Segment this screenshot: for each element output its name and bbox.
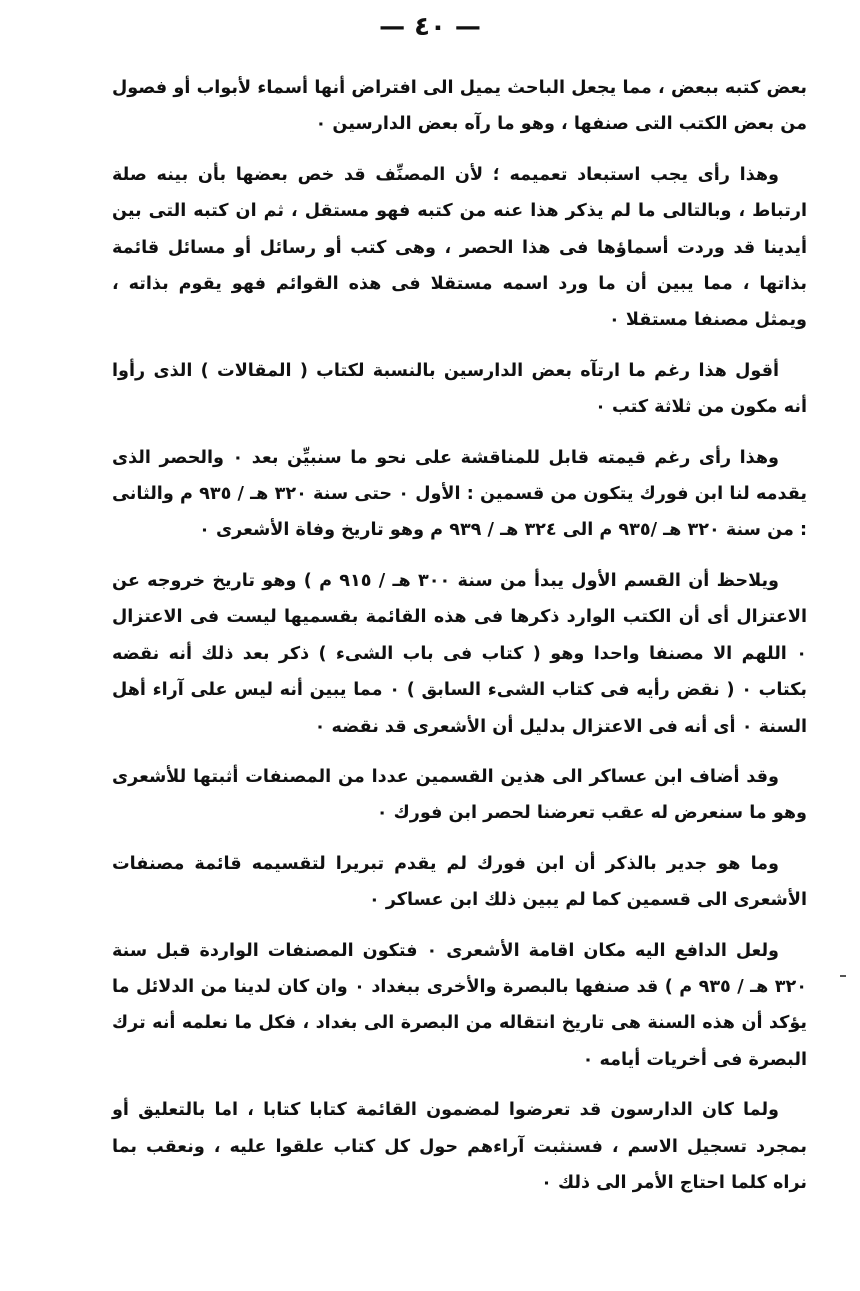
paragraph-6: وقد أضاف ابن عساكر الى هذين القسمين عددا من المصنفات أثبتها للأشعرى وهو ما سنعرض له عقب تعرضنا لحصر ابن فورك ٠: [112, 766, 807, 824]
paragraph-7: وما هو جدير بالذكر أن ابن فورك لم يقدم تبريرا لتقسيمه قائمة مصنفات الأشعرى الى قسمين كما لم يبين ذلك ابن عساكر ٠: [112, 853, 807, 911]
paragraph-3: أقول هذا رغم ما ارتآه بعض الدارسين بالنسبة لكتاب ( المقالات ) الذى رأوا أنه مكون من ثلاثة كتب ٠: [112, 360, 807, 418]
paragraph-4: وهذا رأى رغم قيمته قابل للمناقشة على نحو ما سنبيِّن بعد ٠ والحصر الذى يقدمه لنا ابن فورك يتكون من قسمين : الأول ٠ حتى سنة ٣٢٠ هـ / ٩٣٥ م والثانى : من سنة ٣٢٠ هـ /٩٣٥ م الى ٣٢٤ هـ / ٩٣٩ م وهو تاريخ وفاة الأشعرى ٠: [112, 447, 807, 541]
page-number: — ٤٠ —: [379, 12, 481, 42]
scan-mark: [840, 975, 846, 977]
paragraph-5: ويلاحظ أن القسم الأول يبدأ من سنة ٣٠٠ هـ / ٩١٥ م ) وهو تاريخ خروجه عن الاعتزال أى أن الكتب الوارد ذكرها فى هذه القائمة بقسميها ليست فى الاعتزال ٠ اللهم الا مصنفا واحدا وهو ( كتاب فى باب الشىء ) ذكر بعد ذلك أنه نقضه بكتاب ٠ ( نقض رأيه فى كتاب الشىء السابق ) ٠ مما يبين أنه ليس على آراء أهل السنة ٠ أى أنه فى الاعتزال بدليل أن الأشعرى قد نقضه ٠: [112, 570, 807, 737]
paragraph-1: بعض كتبه ببعض ، مما يجعل الباحث يميل الى افتراض أنها أسماء لأبواب أو فصول من بعض الكتب التى صنفها ، وهو ما رآه بعض الدارسين ٠: [112, 78, 807, 135]
paragraph-2: وهذا رأى يجب استبعاد تعميمه ؛ لأن المصنِّف قد خص بعضها بأن بينه صلة ارتباط ، وبالتالى ما لم يذكر هذا عنه من كتبه فهو مستقل ، ثم ان كتبه التى بين أيدينا قد وردت أسماؤها فى هذا الحصر ، وهى كتب أو رسائل أو مسائل قائمة بذاتها ، مما يبين أن ما ورد اسمه مستقلا فى هذه القوائم فهو يقوم بذاته ، ويمثل مصنفا مستقلا ٠: [112, 164, 807, 331]
paragraph-8: ولعل الدافع اليه مكان اقامة الأشعرى ٠ فتكون المصنفات الواردة قبل سنة ٣٢٠ هـ / ٩٣٥ م ) قد صنفها بالبصرة والأخرى ببغداد ٠ وان كان لدينا من الدلائل ما يؤكد أن هذه السنة هى تاريخ انتقاله من البصرة الى بغداد ، فكل ما نعلمه أنه ترك البصرة فى أخريات أيامه ٠: [112, 940, 807, 1070]
paragraph-9: ولما كان الدارسون قد تعرضوا لمضمون القائمة كتابا كتابا ، اما بالتعليق أو بمجرد تسجيل الاسم ، فسنثبت آراءهم حول كل كتاب علقوا عليه ، ونعقب بما نراه كلما احتاج الأمر الى ذلك ٠: [112, 1100, 807, 1193]
body-text: [112, 70, 807, 1201]
